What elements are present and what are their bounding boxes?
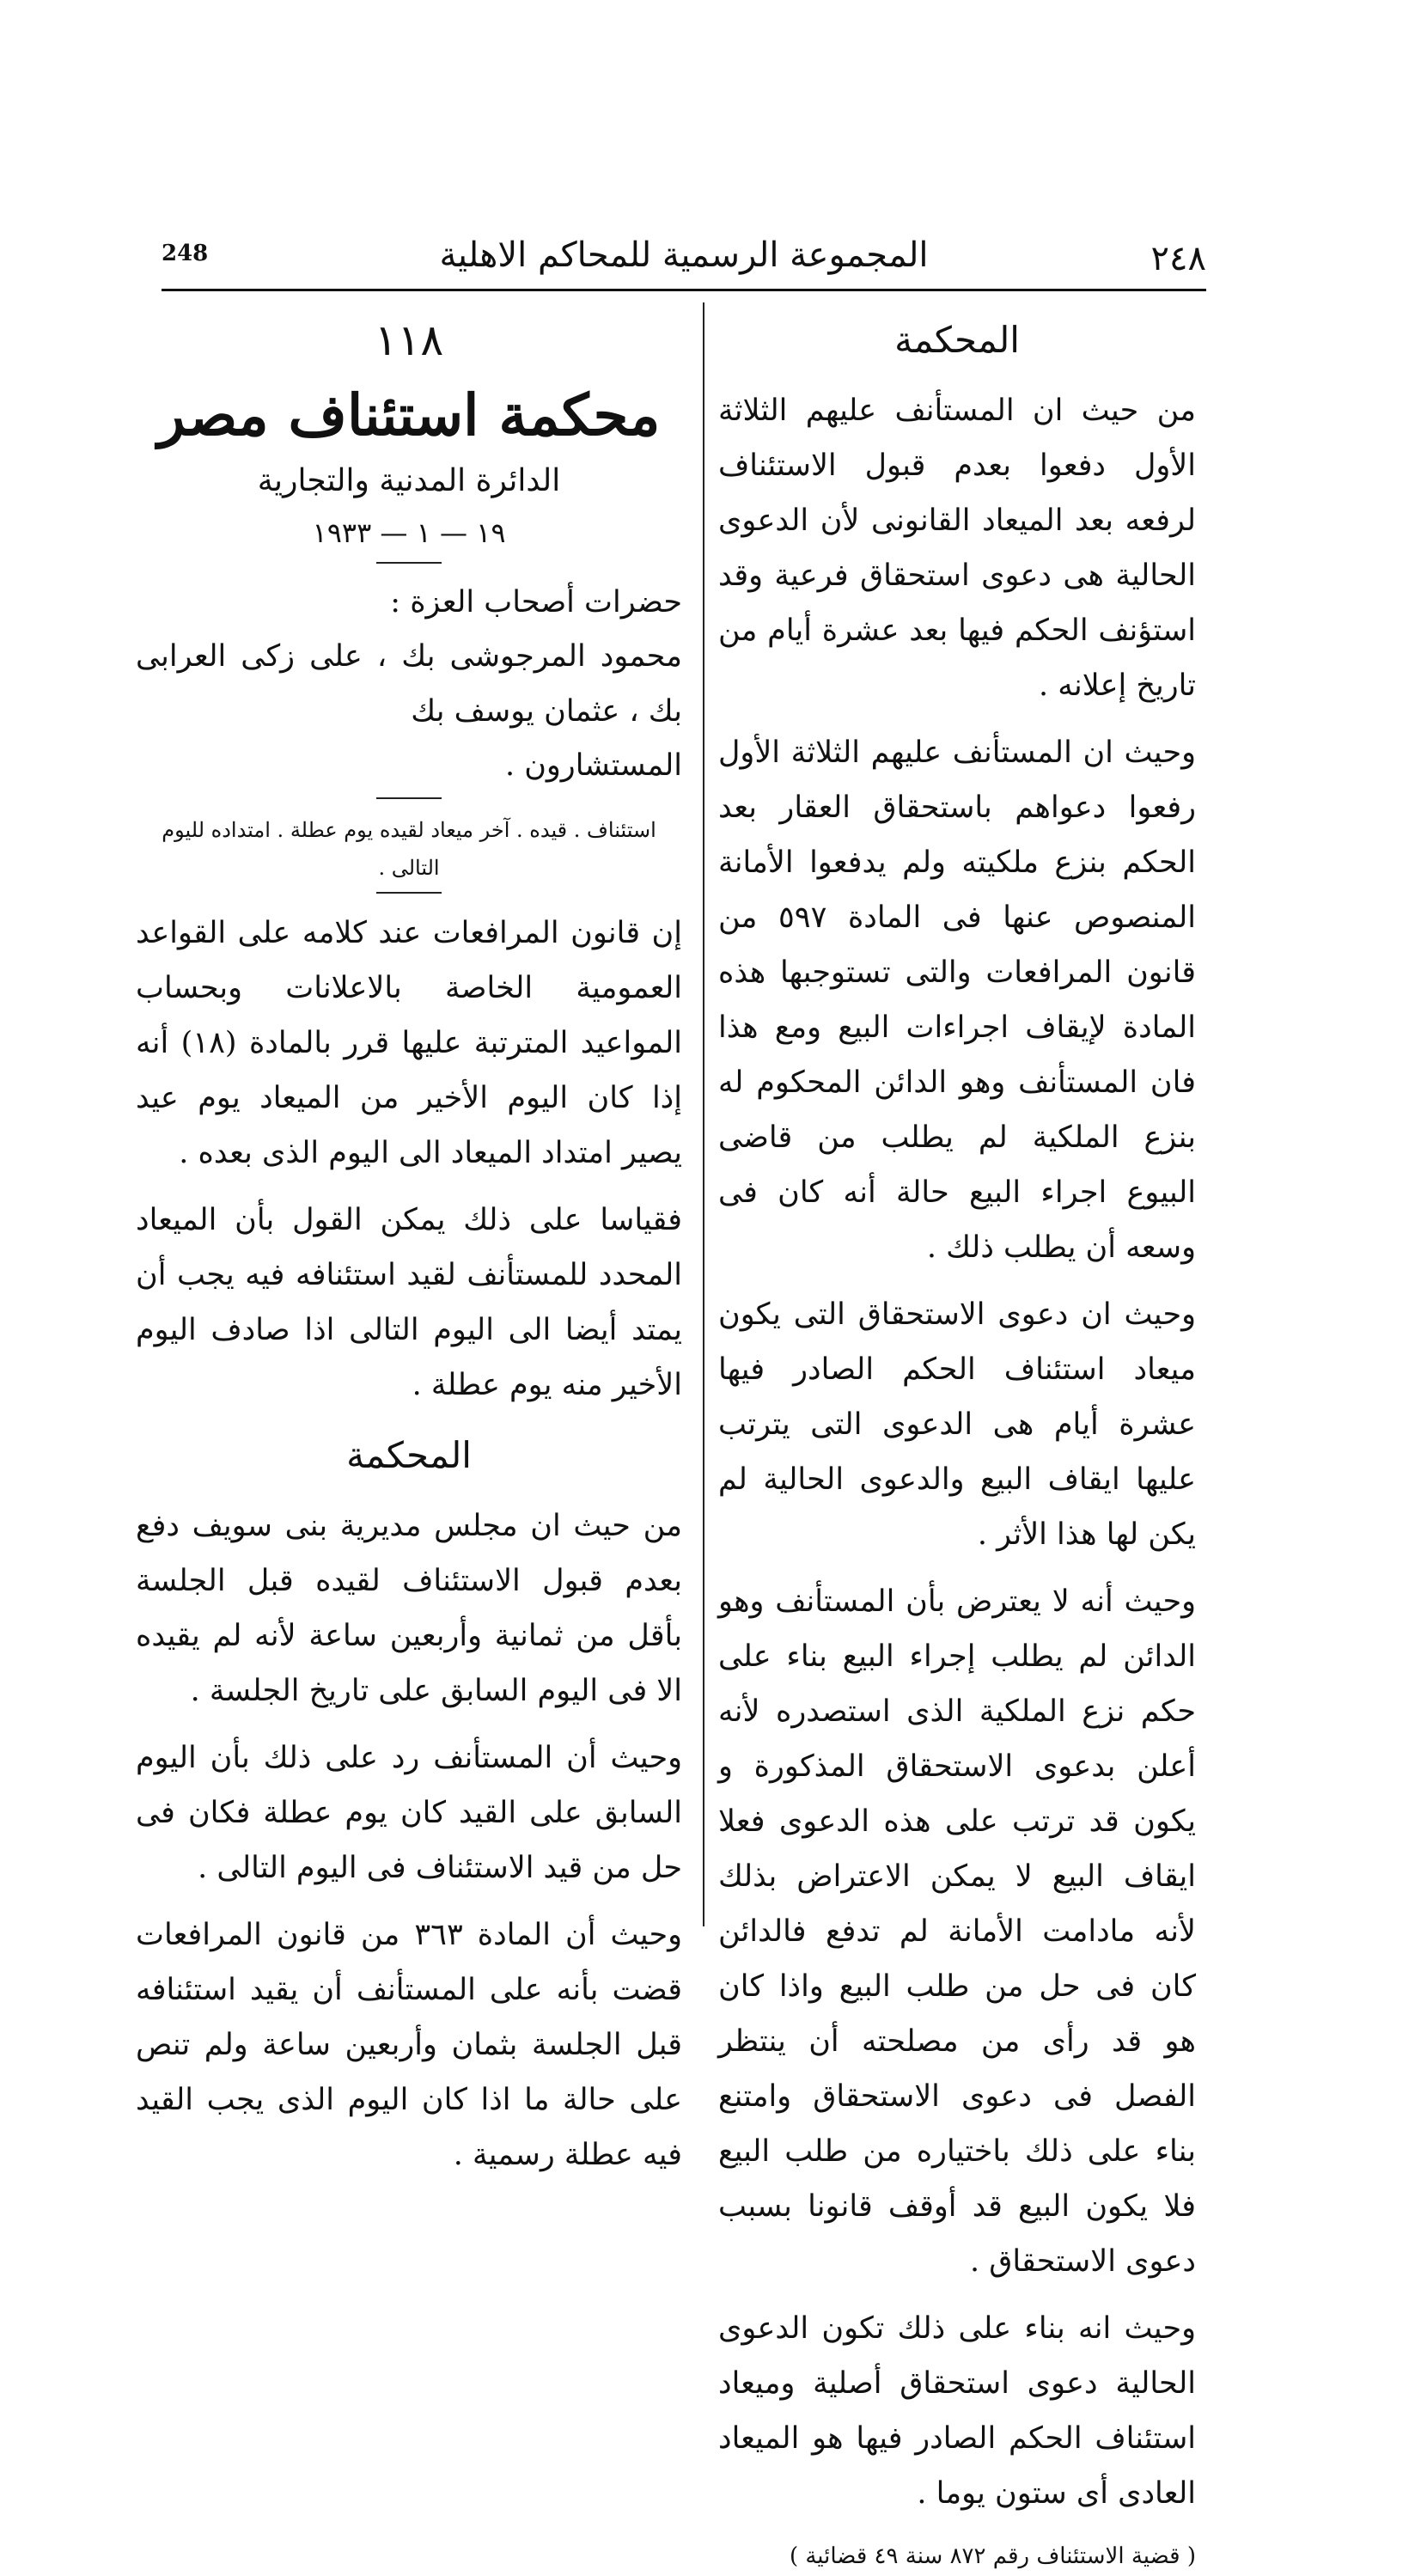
right-paragraph-3: وحيث ان دعوى الاستحقاق التى يكون ميعاد استئناف الحكم الصادر فيها عشرة أيام هى الدعوى التى يترتب عليها ايقاف البيع والدعوى الحالية لم يكن لها هذا الأثر . [718,1297,1196,1552]
judges-role: المستشارون . [504,748,682,783]
case-reference: ( قضية الاستئناف رقم ٨٧٢ سنة ٤٩ قضائية ) [789,2543,1196,2569]
judges-title: حضرات أصحاب العزة : [390,585,682,620]
court-heading-right: المحكمة [894,319,1020,361]
page-number-latin: 248 [162,241,209,266]
principle-paragraph-1: إن قانون المرافعات عند كلامه على القواعد العمومية الخاصة بالاعلانات وبحساب المواعيد المترتبة عليها قرر بالمادة (١٨) أنه إذا كان اليوم الأخير من الميعاد يوم عيد يصير امتداد الميعاد الى اليوم الذى بعده . [136,916,682,1170]
left-paragraph-2: وحيث أن المستأنف رد على ذلك بأن اليوم السابق على القيد كان يوم عطلة فكان فى حل من قيد الاستئناف فى اليوم التالى . [136,1741,682,1885]
case-number: ١١٨ [374,315,444,365]
right-paragraph-1: من حيث ان المستأنف عليهم الثلاثة الأول دفعوا بعدم قبول الاستئناف لرفعه بعد الميعاد القانونى لأن الدعوى الحالية هى دعوى استحقاق فرعية وقد استؤنف الحكم فيها بعد عشرة أيام من تاريخ إعلانه . [718,394,1196,703]
court-heading-left: المحكمة [346,1434,472,1476]
page-number-arabic: ٢٤٨ [1150,239,1206,278]
judgment-date: ١٩ — ١ — ١٩٣٣ [312,516,506,549]
right-paragraph-5: وحيث انه بناء على ذلك تكون الدعوى الحالية دعوى استحقاق أصلية وميعاد استئناف الحكم الصادر فيها هو الميعاد العادى أى ستون يوما . [718,2311,1196,2511]
circuit-name: الدائرة المدنية والتجارية [257,463,561,498]
header-rule [162,289,1206,291]
divider-rule [376,562,442,564]
principle-paragraph-2: فقياسا على ذلك يمكن القول بأن الميعاد المحدد للمستأنف لقيد استئنافه فيه يجب أن يمتد أيضا الى اليوم التالى اذا صادف اليوم الأخير منه يوم عطلة . [136,1203,682,1402]
page-header [162,230,1206,290]
right-column [718,309,1196,2576]
column-divider [703,302,704,1926]
left-paragraph-1: من حيث ان مجلس مديرية بنى سويف دفع بعدم قبول الاستئناف لقيده قبل الجلسة بأقل من ثمانية وأربعين ساعة لأنه لم يقيده الا فى اليوم السابق على تاريخ الجلسة . [136,1509,682,1708]
right-paragraph-4: وحيث أنه لا يعترض بأن المستأنف وهو الدائن لم يطلب إجراء البيع بناء على حكم نزع الملكية الذى استصدره لأنه أعلن بدعوى الاستحقاق المذكورة و يكون قد ترتب على هذه الدعوى فعلا ايقاف البيع لا يمكن الاعتراض بذلك لأنه مادامت الأمانة لم تدفع فالدائن كان فى حل من طلب البيع واذا كان هو قد رأى من مصلحته أن ينتظر الفصل فى دعوى الاستحقاق وامتنع بناء على ذلك باختياره من طلب البيع فلا يكون البيع قد أوقف قانونا بسبب دعوى الاستحقاق . [718,1584,1196,2279]
divider-rule [376,797,442,799]
case-summary: استئناف . قيده . آخر ميعاد لقيده يوم عطلة . امتداده لليوم التالى . [162,818,656,880]
court-name: محكمة استئناف مصر [157,382,661,449]
divider-rule [376,892,442,894]
judges-names: محمود المرجوشى بك ، على زكى العرابى بك ، عثمان يوسف بك [136,639,682,729]
journal-title: المجموعة الرسمية للمحاكم الاهلية [439,235,929,275]
left-column [136,309,682,2194]
right-paragraph-2: وحيث ان المستأنف عليهم الثلاثة الأول رفعوا دعواهم باستحقاق العقار بعد الحكم بنزع ملكيته ولم يدفعوا الأمانة المنصوص عنها فى المادة ٥٩٧ من قانون المرافعات والتى تستوجبها هذه المادة لإيقاف اجراءات البيع ومع هذا فان المستأنف وهو الدائن المحكوم له بنزع الملكية لم يطلب من قاضى البيوع اجراء البيع حالة أنه كان فى وسعه أن يطلب ذلك . [718,736,1196,1265]
left-paragraph-3: وحيث أن المادة ٣٦٣ من قانون المرافعات قضت بأنه على المستأنف أن يقيد استئنافه قبل الجلسة بثمان وأربعين ساعة ولم تنص على حالة ما اذا كان اليوم الذى يجب القيد فيه عطلة رسمية . [136,1918,682,2172]
